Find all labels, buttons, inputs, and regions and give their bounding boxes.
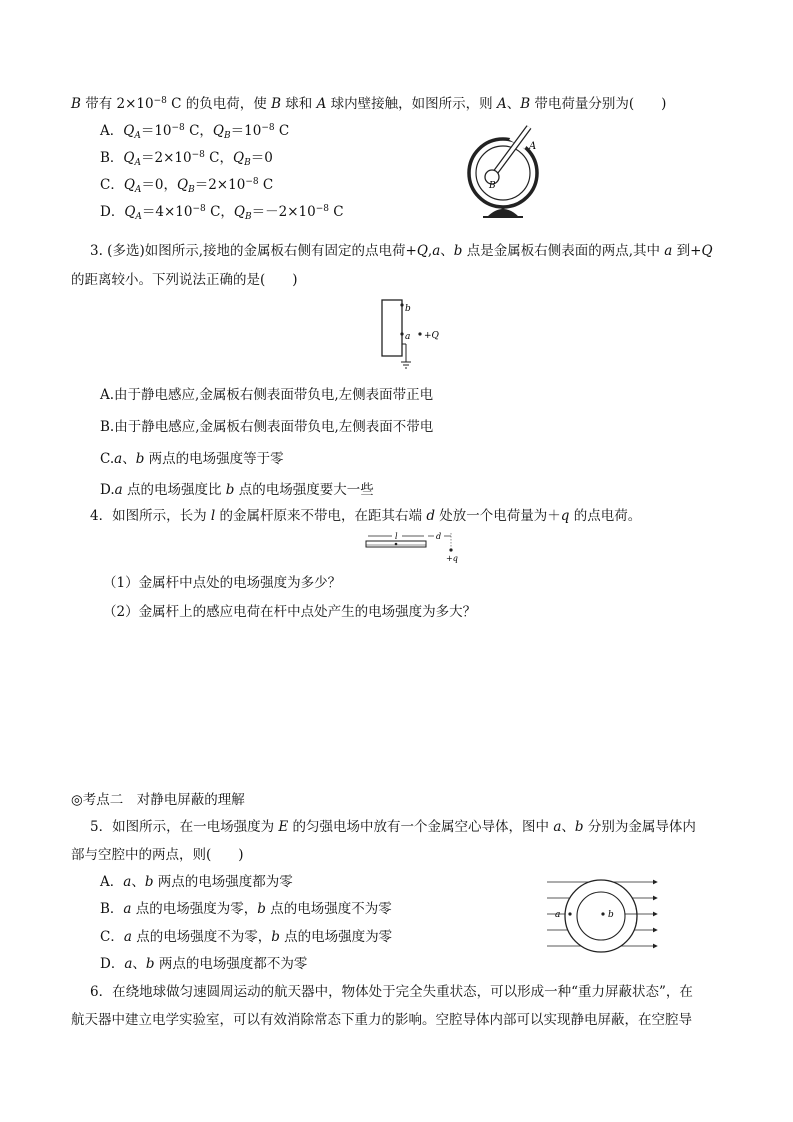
- metal-plate: [382, 300, 402, 356]
- q5-stem-line2: 部与空腔中的两点，则( ): [71, 847, 244, 863]
- label-a: a: [405, 332, 411, 342]
- label-q: +q: [446, 554, 458, 563]
- q5-conductor-figure: [545, 876, 660, 962]
- q4-stem: 4．如图所示，长为 l 的金属杆原来不带电，在距其右端 d 处放一个电荷量为＋q 的点电荷。: [90, 508, 642, 524]
- label-b: b: [608, 910, 614, 920]
- point-b: [601, 912, 604, 915]
- q3-stem-line2: 的距离较小。下列说法正确的是( ): [71, 272, 298, 288]
- label-a: A: [529, 141, 537, 152]
- charge-q: [449, 548, 452, 551]
- q5-option-b: B．a 点的电场强度为零，b 点的电场强度不为零: [100, 901, 392, 917]
- q5-option-d: D．a、b 两点的电场强度都不为零: [100, 956, 308, 972]
- q2-sphere-figure: [465, 125, 555, 220]
- label-a: a: [555, 910, 561, 920]
- q3-option-b: B.由于静电感应,金属板右侧表面带负电,左侧表面不带电: [100, 419, 434, 435]
- q4-sub1: （1）金属杆中点处的电场强度为多少？: [103, 575, 342, 591]
- label-q: +Q: [424, 331, 439, 341]
- label-b: b: [405, 304, 411, 314]
- q5-option-c: C．a 点的电场强度不为零，b 点的电场强度为零: [100, 929, 393, 945]
- q6-line1: 6．在绕地球做匀速圆周运动的航天器中，物体处于完全失重状态，可以形成一种“重力屏蔽状态”，在: [90, 984, 693, 1000]
- label-d: d: [436, 532, 442, 541]
- point-a: [400, 332, 403, 335]
- q3-option-a: A.由于静电感应,金属板右侧表面带负电,左侧表面带正电: [100, 387, 434, 403]
- q4-rod-figure: [364, 532, 464, 566]
- outer-sphere: [469, 139, 537, 207]
- q3-stem-line1: 3. (多选)如图所示,接地的金属板右侧有固定的点电荷+Q,a、b 点是金属板右侧表面的两点,其中 a 到+Q: [90, 243, 713, 259]
- q2-option-d: D．$Q_A=4\times 10^{-8}$ C，$Q_B=-2\times 10^{-8}$ C: [100, 204, 344, 222]
- q2-option-b: B．$Q_A=2\times 10^{-8}$ C，$Q_B=0$: [100, 150, 273, 168]
- rod-midpoint: [395, 543, 398, 546]
- q5-stem-line1: 5．如图所示，在一电场强度为 E 的匀强电场中放有一个金属空心导体，图中 a、b 分别为金属导体内: [90, 819, 696, 835]
- q2-option-a: A．$Q_A=10^{-8}$ C，$Q_B=10^{-8}$ C: [100, 123, 290, 141]
- q6-line2: 航天器中建立电学实验室，可以有效消除常态下重力的影响。空腔导体内部可以实现静电屏蔽，在空腔导: [71, 1012, 692, 1028]
- q4-sub2: （2）金属杆上的感应电荷在杆中点处产生的电场强度为多大？: [103, 604, 477, 620]
- label-b: B: [489, 181, 496, 191]
- q3-plate-figure: [380, 298, 450, 374]
- q5-option-a: A．a、b 两点的电场强度都为零: [100, 874, 293, 890]
- charge-q: [418, 332, 421, 335]
- q3-option-c: C.a、b 两点的电场强度等于零: [100, 451, 284, 467]
- label-l: l: [395, 532, 398, 541]
- inner-wall: [476, 146, 530, 200]
- q2-stem: B 带有 $2\times 10^{-8}$ C 的负电荷，使 B 球和 A 球内壁接触，如图所示，则 A、B 带电荷量分别为( ): [71, 96, 667, 112]
- stand-base: [487, 209, 519, 217]
- section-title: ◎考点二 对静电屏蔽的理解: [71, 792, 245, 808]
- point-b: [400, 303, 403, 306]
- point-a: [568, 912, 571, 915]
- conductor-cavity: [577, 892, 625, 940]
- q3-option-d: D.a 点的电场强度比 b 点的电场强度要大一些: [100, 482, 374, 498]
- q2-option-c: C．$Q_A=0$，$Q_B=2\times 10^{-8}$ C: [100, 177, 274, 195]
